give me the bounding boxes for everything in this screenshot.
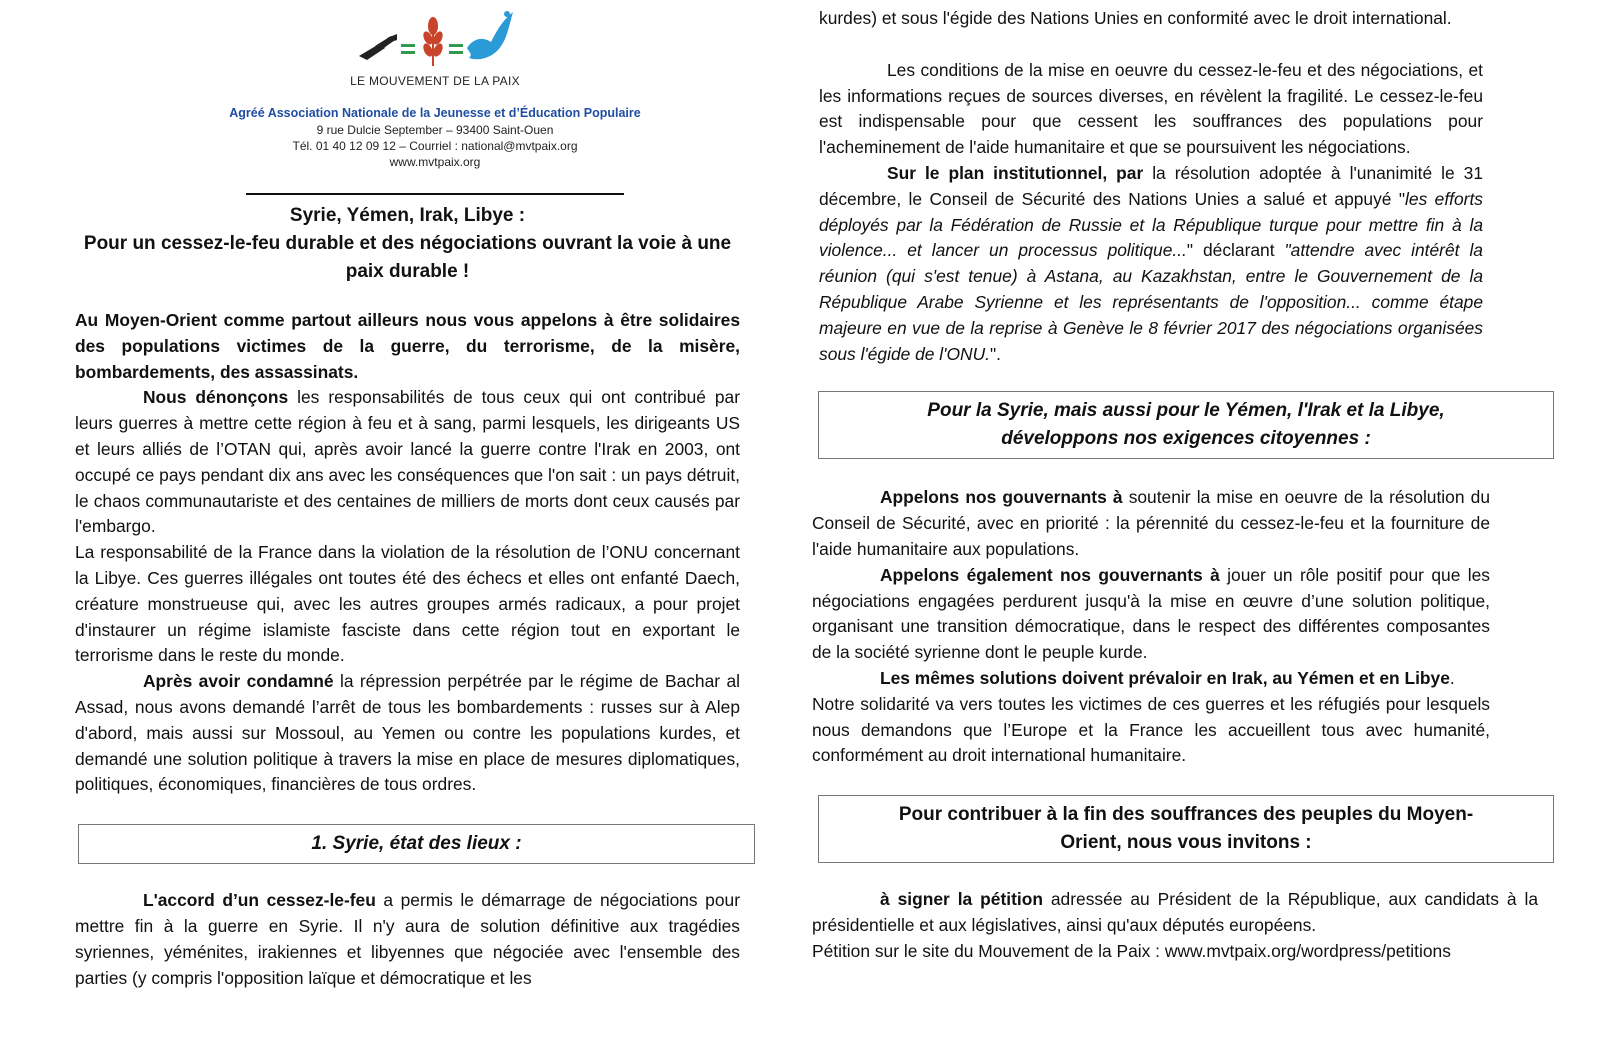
rifle-icon [359, 34, 397, 60]
paragraph-accord [75, 888, 740, 991]
body-text: la résolution adoptée à l'unanimité le 31 décembre, le Conseil de Sécurité des Nations Unies a salué et appuyé " [819, 162, 1484, 209]
body-text: les responsabilités de tous ceux qui ont contribué par leurs guerres à mettre cette région à feu et à sang, parmi lesquels, les dirigeants US et leurs alliés de l’OTAN qui, après avoir lancé la guerre contre l'Irak en 2003, ont occupé ce pays pendant dix ans avec les conséquences que l'on sait : un pays détruit, le chaos communautariste et des centaines de milliers de morts dont ceux causés par l'embargo. [75, 387, 740, 537]
peace-movement-logo [357, 8, 517, 68]
paragraph-solidarite: Notre solidarité va vers toutes les victimes de ces guerres et les réfugiés pour lesquels nous demandons que l’Europe et la France les accueillent tous avec humanité, conformément au droit international humanitaire. [812, 693, 1490, 766]
paragraph-condamne [75, 669, 740, 798]
paragraph-institutionnel [812, 161, 1483, 367]
org-website[interactable]: www.mvtpaix.org [389, 155, 481, 169]
box-line-1: Pour la Syrie, mais aussi pour le Yémen, l'Irak et la Libye, [927, 400, 1445, 422]
quote-text: les efforts déployés par la Fédération de Russie et la République turque pour mettre fin à la violence... et lancer un processus politique... [819, 188, 1483, 261]
wheat-icon [421, 17, 444, 66]
body-text: . [1449, 667, 1455, 688]
paragraph-petition [812, 887, 1538, 939]
org-address: 9 rue Dulcie September – 93400 Saint-Ouen [316, 123, 554, 137]
paragraph-appelons [812, 485, 1490, 562]
body-text: adressée au Président de la République, aux candidats à la présidentielle et aux législatives, ainsi qu'aux députés européens. [812, 889, 1539, 935]
lead-text: Sur le plan institutionnel, par [887, 162, 1144, 183]
box-line-2: Orient, nous vous invitons : [1060, 832, 1312, 854]
paragraph-conditions: Les conditions de la mise en oeuvre du cessez-le-feu et des négociations, et les informations reçues de sources diverses, en révèlent la fragilité. Le cessez-le-feu est indispensable pour que cessent les souffrances des populations pour l'acheminement de l'aide humanitaire et que se poursuivent les négociations. [819, 59, 1483, 158]
left-column [75, 0, 740, 991]
org-name: LE MOUVEMENT DE LA PAIX [350, 74, 520, 88]
body-text: soutenir la mise en oeuvre de la résolution du Conseil de Sécurité, avec en priorité : la pérennité du cessez-le-feu et la fourniture de l'aide humanitaire aux populations. [812, 487, 1490, 559]
org-accreditation: Agréé Association Nationale de la Jeunesse et d’Éducation Populaire [229, 106, 641, 120]
box-line-1: Pour contribuer à la fin des souffrances des peuples du Moyen- [898, 804, 1474, 826]
title-line-2: Pour un cessez-le-feu durable et des négociations ouvrant la voie à une paix durable ! [83, 233, 732, 282]
section-box-exigences [818, 391, 1554, 459]
lead-text: Appelons également nos gouvernants à [880, 564, 1220, 585]
equals-icon [401, 44, 415, 54]
lead-text: Nous dénonçons [143, 387, 289, 408]
equals-icon [449, 44, 463, 54]
body-text: " déclarant [1186, 240, 1285, 261]
section-box-syrie: 1. Syrie, état des lieux : [78, 824, 755, 864]
lead-text: Appelons nos gouvernants à [880, 487, 1123, 508]
right-column [812, 0, 1539, 965]
petition-link[interactable]: Pétition sur le site du Mouvement de la Paix : www.mvtpaix.org/wordpress/petitions [812, 940, 1451, 961]
paragraph-france: La responsabilité de la France dans la violation de la résolution de l’ONU concernant la Libye. Ces guerres illégales ont toutes été des échecs et elles ont enfanté Daech, créature monstrueuse qui, avec les autres groupes armés radicaux, a pour projet d'instaurer un régime islamiste fasciste dans cette région tout en exportant le terrorisme dans le reste du monde. [75, 542, 740, 666]
org-contact: Tél. 01 40 12 09 12 – Courriel : national@mvtpaix.org [292, 139, 578, 153]
paragraph-kurdes: kurdes) et sous l'égide des Nations Unies en conformité avec le droit international. [819, 8, 1452, 28]
box-line-2: développons nos exigences citoyennes : [1001, 428, 1371, 450]
intro-paragraph: Au Moyen-Orient comme partout ailleurs nous vous appelons à être solidaires des populations victimes de la guerre, du terrorisme, de la misère, bombardements, des assassinats. [75, 310, 740, 382]
quote-text: "attendre avec intérêt la réunion (qui s'est tenue) à Astana, au Kazakhstan, entre le Gouvernement de la République Arabe Syrienne et les représentants de l'opposition... comme étape majeure en vue de la reprise à Genève le 8 février 2017 des négociations organisées sous l'égide de l'ONU. [819, 240, 1483, 364]
document-title [75, 202, 740, 286]
body-text: la répression perpétrée par le régime de Bachar al Assad, nous avons demandé l’arrêt de tous les bombardements : russes sur à Alep d'abord, mais aussi sur Mossoul, au Yemen ou contre les populations kurdes, et demandé une solution politique à travers la mise en place de mesures diplomatiques, politiques, économiques, financières de tous ordres. [75, 671, 740, 795]
paragraph-memes-solutions [812, 666, 1490, 692]
body-text: ". [989, 343, 1001, 364]
divider [246, 193, 624, 195]
body-text: jouer un rôle positif pour que les négociations engagées perdurent jusqu'à la mise en œuvre d’une solution politique, organisant une transition démocratique, dans le respect des différentes composantes de la société syrienne dont le peuple kurde. [812, 564, 1490, 663]
paragraph-denonce [75, 385, 740, 540]
lead-text: Après avoir condamné [143, 671, 334, 692]
section-box-invitons [818, 795, 1554, 863]
lead-text: L'accord d’un cessez-le-feu [143, 890, 376, 911]
paragraph-appelons-2 [812, 563, 1490, 666]
dove-icon [467, 11, 513, 59]
letterhead [75, 0, 740, 196]
title-line-1: Syrie, Yémen, Irak, Libye : [289, 205, 526, 226]
lead-text: Les mêmes solutions doivent prévaloir en Irak, au Yémen et en Libye [880, 667, 1450, 688]
body-text: a permis le démarrage de négociations pour mettre fin à la guerre en Syrie. Il n'y aura de solution définitive aux tragédies syriennes, yéménites, irakiennes et libyennes que négociée avec l'ensemble des parties (y compris l'opposition laïque et démocratique et les [75, 890, 740, 988]
lead-text: à signer la pétition [880, 889, 1043, 910]
